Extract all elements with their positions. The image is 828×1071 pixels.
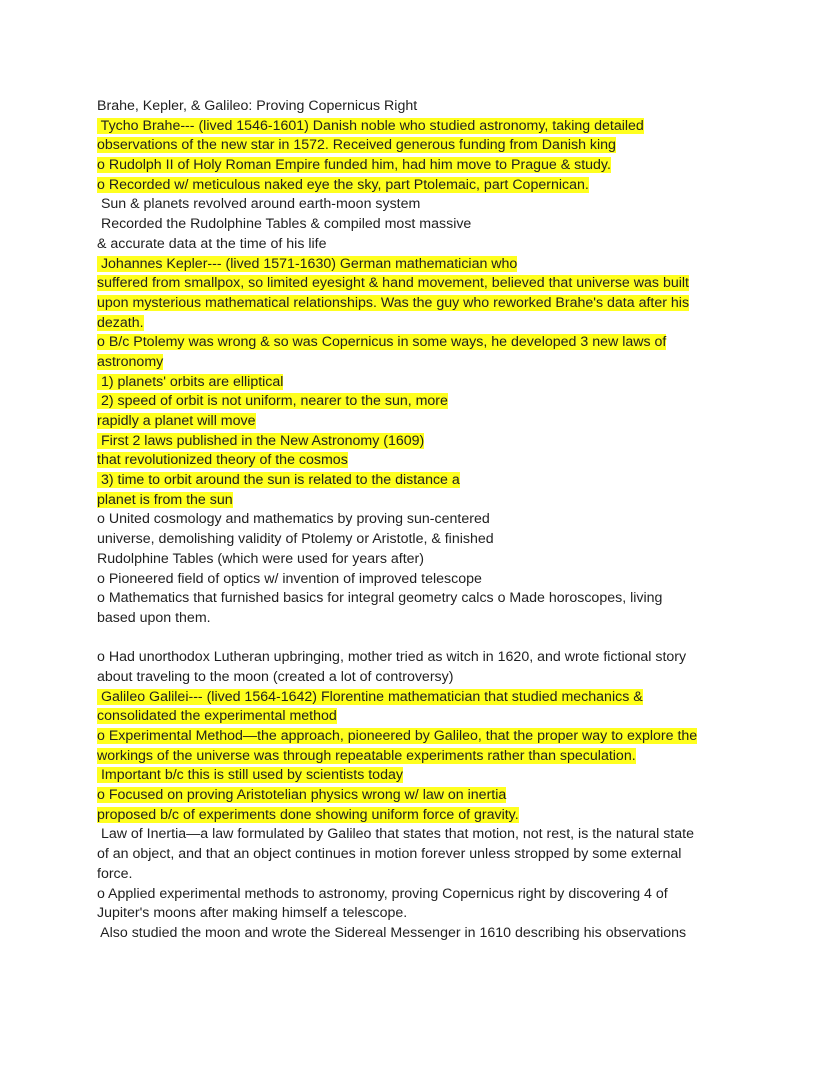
blank-line (97, 629, 757, 649)
line-text: rapidly a planet will move (97, 413, 256, 429)
text-line (97, 609, 757, 629)
line-text: 1) planets' orbits are elliptical (97, 373, 284, 390)
text-line (97, 885, 757, 905)
line-text: o Experimental Method—the approach, pioneered by Galileo, that the proper way to explore the (97, 728, 698, 744)
line-text: suffered from smallpox, so limited eyesight & hand movement, believed that universe was built (97, 275, 689, 292)
line-text: Rudolphine Tables (which were used for years after) (97, 550, 425, 567)
highlighted-text-line (97, 727, 757, 747)
highlighted-text-line (97, 451, 757, 471)
highlighted-text-line (97, 491, 757, 511)
line-text: Also studied the moon and wrote the Sidereal Messenger in 1610 describing his observations (97, 924, 687, 941)
highlighted-text-line (97, 412, 757, 432)
line-text: o B/c Ptolemy was wrong & so was Copernicus in some ways, he developed 3 new laws of (97, 334, 667, 351)
line-text: planet is from the sun (97, 491, 233, 508)
highlighted-text-line (97, 136, 757, 156)
line-text: dezath. (97, 314, 144, 331)
line-text: Johannes Kepler--- (lived 1571-1630) German mathematician who (97, 255, 518, 272)
line-text: Important b/c this is still used by scientists today (97, 767, 403, 784)
line-text: o Recorded w/ meticulous naked eye the sky, part Ptolemaic, part Copernican. (97, 176, 589, 193)
highlighted-text-line (97, 333, 757, 353)
highlighted-text-line (97, 432, 757, 452)
highlighted-text-line (97, 786, 757, 806)
line-text: 3) time to orbit around the sun is related to the distance a (97, 472, 460, 489)
line-text: & accurate data at the time of his life (97, 235, 327, 252)
text-line (97, 904, 757, 924)
text-line (97, 570, 757, 590)
text-line (97, 589, 757, 609)
line-text: of an object, and that an object continues in motion forever unless stropped by some external (97, 846, 682, 863)
text-line (97, 825, 757, 845)
text-line (97, 924, 757, 944)
line-text: Sun & planets revolved around earth-moon system (97, 196, 421, 213)
highlighted-text-line (97, 806, 757, 826)
line-text: Jupiter's moons after making himself a telescope. (97, 905, 408, 922)
text-line (97, 195, 757, 215)
highlighted-text-line (97, 176, 757, 196)
highlighted-text-line (97, 373, 757, 393)
line-text: First 2 laws published in the New Astronomy (1609) (97, 432, 425, 449)
line-text: upon mysterious mathematical relationships. Was the guy who reworked Brahe's data after his (97, 294, 690, 311)
line-text: universe, demolishing validity of Ptolemy or Aristotle, & finished (97, 531, 494, 548)
highlighted-text-line (97, 255, 757, 275)
line-text: that revolutionized theory of the cosmos (97, 452, 348, 469)
text-line (97, 648, 757, 668)
line-text: force. (97, 865, 133, 882)
highlighted-text-line (97, 353, 757, 373)
line-text: astronomy (97, 353, 164, 370)
highlighted-text-line (97, 156, 757, 176)
highlighted-text-line (97, 688, 757, 708)
text-line (97, 845, 757, 865)
line-text: consolidated the experimental method (97, 708, 337, 725)
line-text: o Pioneered field of optics w/ invention of improved telescope (97, 570, 482, 587)
line-text: Tycho Brahe--- (lived 1546-1601) Danish noble who studied astronomy, taking detailed (97, 117, 644, 134)
line-text: proposed b/c of experiments done showing uniform force of gravity. (97, 806, 519, 823)
text-line (97, 530, 757, 550)
highlighted-text-line (97, 294, 757, 314)
highlighted-text-line (97, 747, 757, 767)
line-text: o Mathematics that furnished basics for integral geometry calcs o Made horoscopes, living (97, 590, 663, 607)
line-text: based upon them. (97, 609, 211, 626)
text-line (97, 550, 757, 570)
line-text: Law of Inertia—a law formulated by Galileo that states that motion, not rest, is the natural state (97, 826, 694, 843)
line-text: about traveling to the moon (created a lot of controversy) (97, 668, 454, 685)
highlighted-text-line (97, 471, 757, 491)
text-line (97, 865, 757, 885)
document-page (97, 97, 757, 944)
line-text: Brahe, Kepler, & Galileo: Proving Copernicus Right (97, 98, 418, 114)
line-text: o Focused on proving Aristotelian physics wrong w/ law on inertia (97, 787, 507, 804)
line-text: o Had unorthodox Lutheran upbringing, mother tried as witch in 1620, and wrote fictional story (97, 649, 687, 666)
highlighted-text-line (97, 392, 757, 412)
line-text: o Applied experimental methods to astronomy, proving Copernicus right by discovering 4 of (97, 885, 668, 902)
highlighted-text-line (97, 117, 757, 137)
line-text: o Rudolph II of Holy Roman Empire funded him, had him move to Prague & study. (97, 157, 611, 174)
line-text: workings of the universe was through repeatable experiments rather than speculation. (97, 747, 636, 764)
highlighted-text-line (97, 314, 757, 334)
text-line (97, 668, 757, 688)
text-line (97, 97, 757, 117)
line-text: Recorded the Rudolphine Tables & compiled most massive (97, 216, 472, 233)
highlighted-text-line (97, 707, 757, 727)
line-text: 2) speed of orbit is not uniform, nearer to the sun, more (97, 393, 448, 410)
text-line (97, 510, 757, 530)
text-line (97, 235, 757, 255)
highlighted-text-line (97, 766, 757, 786)
line-text: o United cosmology and mathematics by proving sun-centered (97, 511, 490, 528)
line-text: Galileo Galilei--- (lived 1564-1642) Florentine mathematician that studied mechanics & (97, 688, 643, 705)
highlighted-text-line (97, 274, 757, 294)
line-text: observations of the new star in 1572. Received generous funding from Danish king (97, 137, 616, 154)
text-line (97, 215, 757, 235)
